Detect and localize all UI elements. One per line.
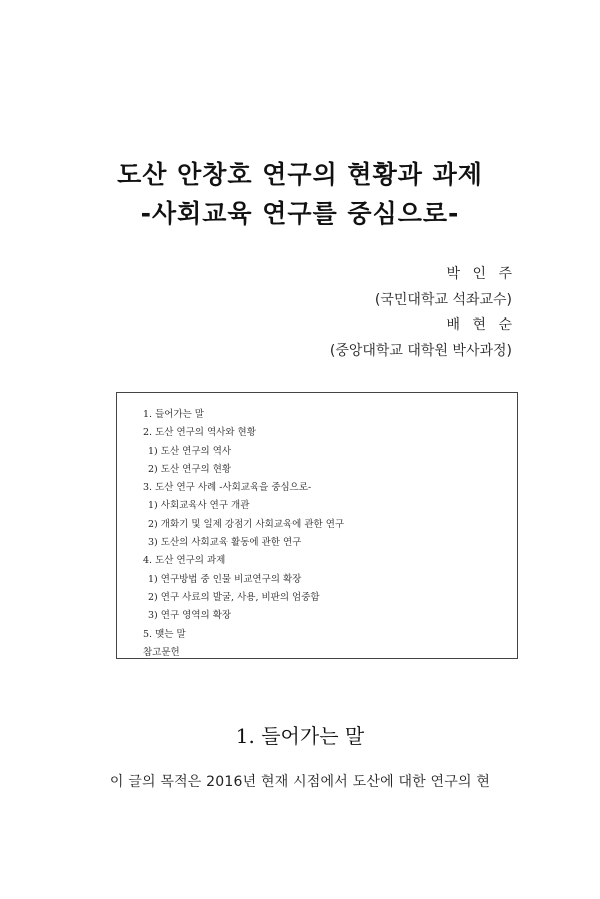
- author-name: 박 인 주: [446, 266, 516, 282]
- toc-item: 2. 도산 연구의 역사와 현황: [143, 427, 256, 439]
- toc-item: 1. 들어가는 말: [143, 409, 204, 420]
- toc-item: 3) 연구 영역의 확장: [148, 610, 232, 622]
- author-block: [329, 262, 516, 364]
- paper-title: 도산 안창호 연구의 현황과 과제: [117, 160, 483, 189]
- section-heading: 1. 들어가는 말: [235, 724, 365, 748]
- toc-item: 3) 도산의 사회교육 활동에 관한 연구: [148, 537, 302, 549]
- toc-item: 참고문헌: [143, 646, 180, 658]
- toc-item: 1) 도산 연구의 역사: [148, 445, 232, 457]
- author-affiliation: (중앙대학교 대학원 박사과정): [329, 342, 512, 359]
- toc-item: 2) 개화기 및 일제 강점기 사회교육에 관한 연구: [148, 518, 345, 530]
- toc-list: [143, 406, 344, 662]
- paper-subtitle: -사회교육 연구를 중심으로-: [140, 199, 460, 228]
- author-affiliation: (국민대학교 석좌교수): [374, 291, 512, 308]
- toc-item: 1) 연구방법 중 인물 비교연구의 확장: [148, 573, 302, 585]
- toc-item: 5. 맺는 말: [143, 628, 186, 640]
- body-paragraph-line: 이 글의 목적은 2016년 현재 시점에서 도산에 대한 연구의 현: [109, 774, 491, 790]
- toc-item: 1) 사회교육사 연구 개관: [148, 500, 250, 512]
- toc-item: 4. 도산 연구의 과제: [143, 555, 226, 567]
- table-of-contents: [116, 392, 518, 659]
- author-name: 배 현 순: [446, 317, 516, 333]
- toc-item: 2) 도산 연구의 현황: [148, 463, 232, 475]
- toc-item: 2) 연구 사료의 발굴, 사용, 비판의 엄중함: [148, 591, 320, 603]
- toc-item: 3. 도산 연구 사례 -사회교육을 중심으로-: [143, 482, 312, 494]
